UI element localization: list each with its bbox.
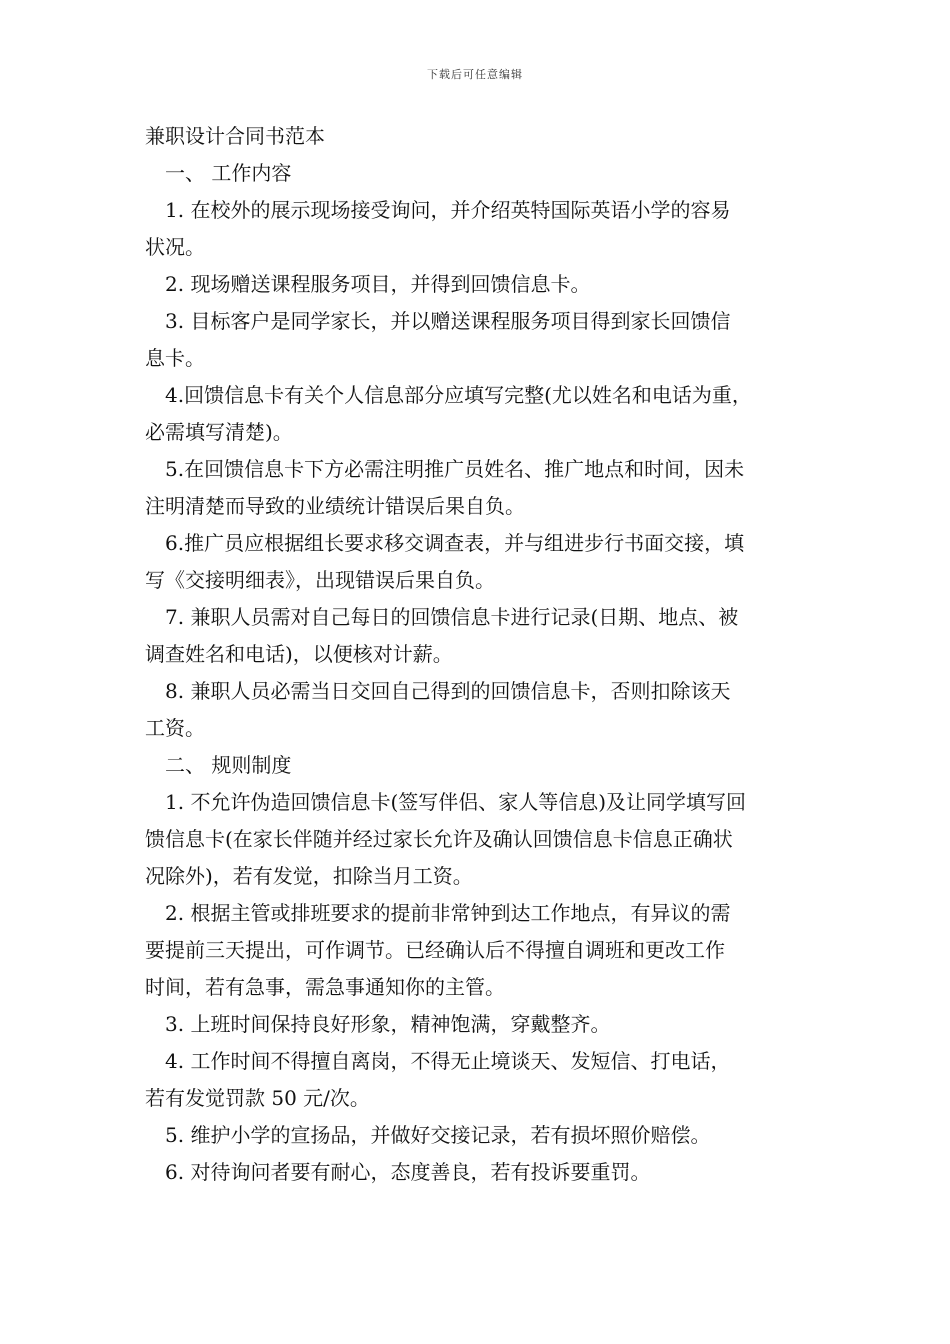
item-line: 若有发觉罚款 50 元/次。 <box>145 1086 370 1110</box>
section1-item-8 <box>145 673 815 747</box>
section1-item-5 <box>145 451 815 525</box>
item-line: 2. 根据主管或排班要求的提前非常钟到达工作地点，有异议的需 <box>165 901 731 925</box>
item-line: 调查姓名和电话)，以便核对计薪。 <box>145 642 453 666</box>
item-line: 3. 上班时间保持良好形象，精神饱满，穿戴整齐。 <box>165 1012 611 1036</box>
document-body <box>145 118 815 1191</box>
item-line: 必需填写清楚)。 <box>145 420 293 444</box>
section-heading-work-content: 一、 工作内容 <box>165 161 292 185</box>
document-title: 兼职设计合同书范本 <box>145 124 325 148</box>
item-line: 时间，若有急事，需急事通知你的主管。 <box>145 975 505 999</box>
item-line: 写《交接明细表》，出现错误后果自负。 <box>145 568 495 592</box>
item-line: 1. 在校外的展示现场接受询问，并介绍英特国际英语小学的容易 <box>165 198 731 222</box>
section1-item-2 <box>145 266 815 303</box>
item-line: 工资。 <box>145 716 205 740</box>
item-line: 6.推广员应根据组长要求移交调查表，并与组进步行书面交接，填 <box>165 531 745 555</box>
item-line: 2. 现场赠送课程服务项目，并得到回馈信息卡。 <box>165 272 591 296</box>
section2-item-2 <box>145 895 815 1006</box>
section2-item-4 <box>145 1043 815 1117</box>
item-line: 况除外)，若有发觉，扣除当月工资。 <box>145 864 473 888</box>
item-line: 1. 不允许伪造回馈信息卡(签写伴侣、家人等信息)及让同学填写回 <box>165 790 747 814</box>
item-line: 3. 目标客户是同学家长，并以赠送课程服务项目得到家长回馈信 <box>165 309 731 333</box>
section1-item-6 <box>145 525 815 599</box>
section2-item-1 <box>145 784 815 895</box>
section-heading-rules: 二、 规则制度 <box>165 753 292 777</box>
item-line: 馈信息卡(在家长伴随并经过家长允许及确认回馈信息卡信息正确状 <box>145 827 733 851</box>
item-line: 7. 兼职人员需对自己每日的回馈信息卡进行记录(日期、地点、被 <box>165 605 739 629</box>
section2-item-3 <box>145 1006 815 1043</box>
item-line: 4. 工作时间不得擅自离岗，不得无止境谈天、发短信、打电话， <box>165 1049 731 1073</box>
item-line: 要提前三天提出，可作调节。已经确认后不得擅自调班和更改工作 <box>145 938 725 962</box>
item-line: 6. 对待询问者要有耐心，态度善良，若有投诉要重罚。 <box>165 1160 651 1184</box>
item-line: 5. 维护小学的宣扬品，并做好交接记录，若有损坏照价赔偿。 <box>165 1123 711 1147</box>
section2-item-5 <box>145 1117 815 1154</box>
item-line: 注明清楚而导致的业绩统计错误后果自负。 <box>145 494 525 518</box>
item-line: 状况。 <box>145 235 205 259</box>
section1-item-7 <box>145 599 815 673</box>
section1-item-1 <box>145 192 815 266</box>
section1-item-4 <box>145 377 815 451</box>
item-line: 8. 兼职人员必需当日交回自己得到的回馈信息卡，否则扣除该天 <box>165 679 731 703</box>
item-line: 5.在回馈信息卡下方必需注明推广员姓名、推广地点和时间，因未 <box>165 457 745 481</box>
section1-item-3 <box>145 303 815 377</box>
item-line: 4.回馈信息卡有关个人信息部分应填写完整(尤以姓名和电话为重， <box>165 383 752 407</box>
item-line: 息卡。 <box>145 346 205 370</box>
page-header-note: 下载后可任意编辑 <box>427 68 523 81</box>
section2-item-6 <box>145 1154 815 1191</box>
